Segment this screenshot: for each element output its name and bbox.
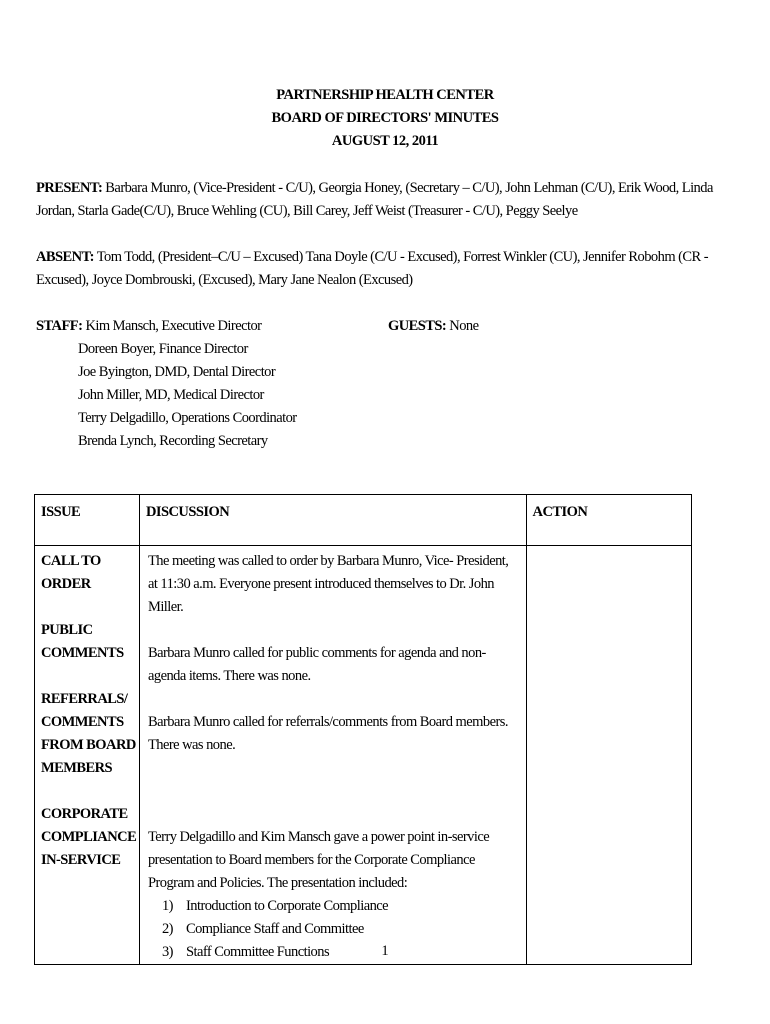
guests-label: GUESTS:	[388, 318, 447, 334]
guests-value: None	[449, 318, 479, 334]
present-section	[36, 177, 726, 223]
list-item: 3) Staff Committee Functions	[161, 944, 330, 960]
action-header: ACTION	[526, 495, 691, 546]
absent-section	[36, 246, 726, 292]
discussion-column	[139, 546, 526, 965]
guests-section	[388, 315, 479, 338]
discussion-public-comments: Barbara Munro called for public comments for agenda and non-agenda items. There was none.	[147, 645, 486, 684]
table-body-row	[35, 546, 692, 965]
present-label: PRESENT:	[36, 180, 103, 196]
meeting-date: AUGUST 12, 2011	[331, 133, 439, 149]
action-column	[526, 546, 691, 965]
document-title: BOARD OF DIRECTORS' MINUTES	[271, 110, 499, 126]
issue-public-comments: PUBLIC COMMENTS	[41, 622, 124, 661]
staff-label: STAFF:	[36, 318, 83, 334]
document-header	[0, 84, 770, 153]
table-header-row	[35, 495, 692, 546]
issue-corporate-compliance: CORPORATE COMPLIANCE IN-SERVICE	[41, 806, 137, 868]
page-number: 1	[381, 943, 389, 959]
absent-label: ABSENT:	[36, 249, 94, 265]
issue-header: ISSUE	[35, 495, 140, 546]
minutes-table	[34, 494, 692, 965]
org-name: PARTNERSHIP HEALTH CENTER	[276, 87, 494, 103]
discussion-corporate-compliance: Terry Delgadillo and Kim Mansch gave a power point in-service presentation to Board members for the Corporate Compliance Program and Policies. The presentation included: 1) Introduction to Corporate Compliance 2) Compliance Staff and Committee 3) Staff Committee Functions	[140, 826, 526, 964]
staff-section	[36, 315, 297, 453]
list-item: 1) Introduction to Corporate Compliance	[161, 898, 389, 914]
discussion-header: DISCUSSION	[139, 495, 526, 546]
issue-referrals: REFERRALS/ COMMENTS FROM BOARD MEMBERS	[41, 691, 136, 776]
present-list: Barbara Munro, (Vice-President - C/U), Georgia Honey, (Secretary – C/U), John Lehman (C/U), Erik Wood, Linda Jordan, Starla Gade(C/U), Bruce Wehling (CU), Bill Carey, Jeff Weist (Treasurer - C/U), Peggy Seelye	[36, 180, 713, 219]
issue-column	[35, 546, 140, 965]
discussion-call-to-order: The meeting was called to order by Barbara Munro, Vice- President, at 11:30 a.m. Everyone present introduced themselves to Dr. John Miller.	[147, 553, 509, 615]
issue-call-to-order: CALL TO ORDER	[41, 553, 101, 592]
staff-member: Kim Mansch, Executive Director	[85, 318, 262, 334]
staff-member: Joe Byington, DMD, Dental Director	[78, 364, 276, 380]
discussion-referrals: Barbara Munro called for referrals/comments from Board members. There was none.	[147, 714, 508, 753]
staff-member: John Miller, MD, Medical Director	[78, 387, 264, 403]
absent-list: Tom Todd, (President–C/U – Excused) Tana Doyle (C/U - Excused), Forrest Winkler (CU), Jennifer Robohm (CR - Excused), Joyce Dombrouski, (Excused), Mary Jane Nealon (Excused)	[36, 249, 709, 288]
staff-member: Doreen Boyer, Finance Director	[78, 341, 248, 357]
staff-member: Brenda Lynch, Recording Secretary	[78, 433, 268, 449]
list-item: 2) Compliance Staff and Committee	[161, 921, 364, 937]
staff-member: Terry Delgadillo, Operations Coordinator	[78, 410, 297, 426]
